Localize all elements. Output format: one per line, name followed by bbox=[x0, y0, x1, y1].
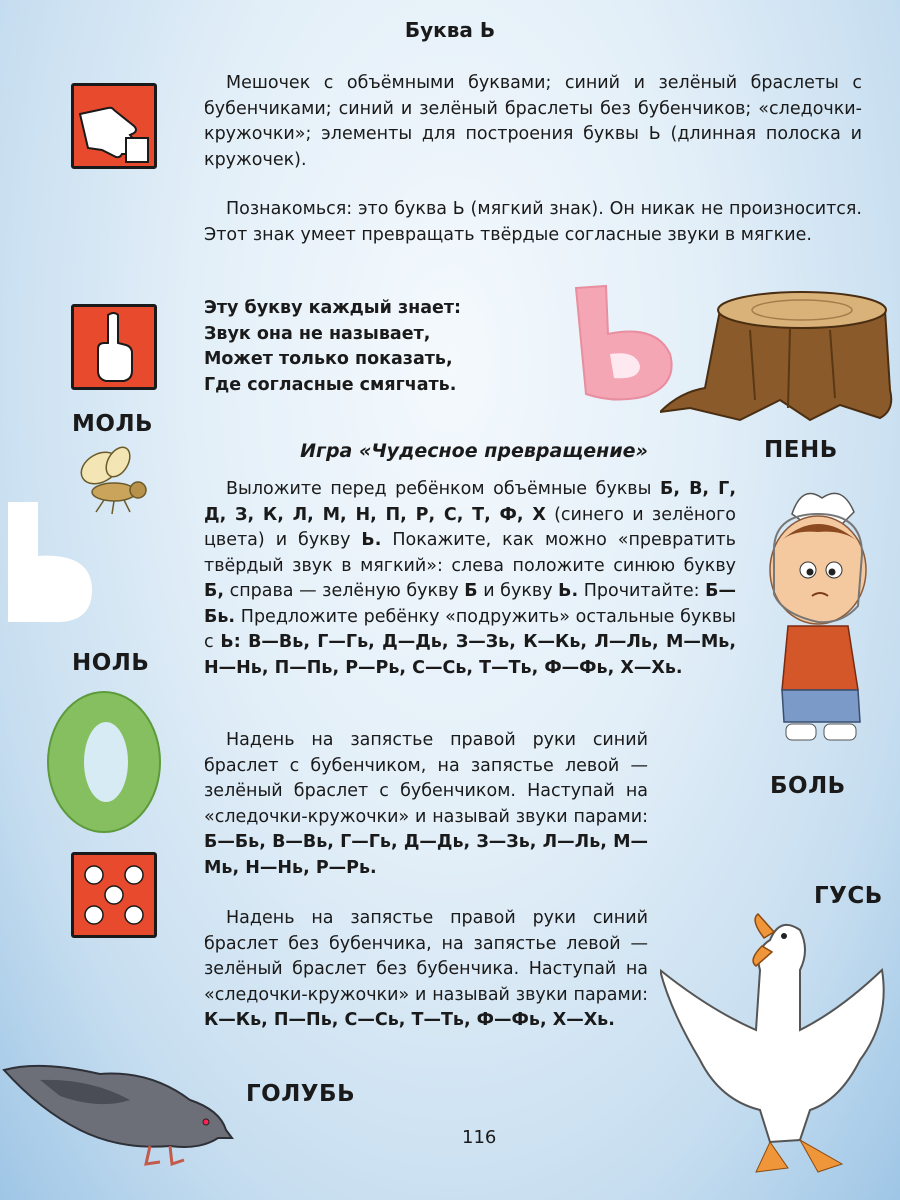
poem bbox=[204, 296, 544, 398]
poem-line: Может только показать, bbox=[204, 349, 453, 369]
word-golub: ГОЛУБЬ bbox=[246, 1081, 356, 1107]
task2-paragraph: Надень на запястье правой руки синий браслет без бубенчика, на запястье левой — зелёный браслет без бубенчика. Наступай на «следочки-кружочки» и называй звуки парами: К—Кь, П—Пь, С—Сь, Т—Ть, Ф—Фь, Х—Хь. bbox=[204, 908, 648, 1030]
materials-paragraph: Мешочек с объёмными буквами; синий и зелёный браслеты с бубенчиками; синий и зелёный браслеты без бубенчиков; «следочки-кружочки»; элементы для построения буквы Ь (длинная полоска и кружочек). bbox=[204, 73, 862, 170]
game-title: Игра «Чудесное превращение» bbox=[300, 440, 648, 462]
page-title: Буква Ь bbox=[404, 18, 496, 42]
word-pen: ПЕНЬ bbox=[764, 437, 838, 463]
word-mol: МОЛЬ bbox=[72, 411, 154, 437]
pigeon-illustration bbox=[0, 1030, 240, 1174]
word-gus: ГУСЬ bbox=[814, 883, 883, 909]
poem-line: Звук она не называет, bbox=[204, 323, 431, 344]
goose-illustration bbox=[660, 910, 900, 1184]
task1-paragraph: Надень на запястье правой руки синий браслет с бубенчиком, на запястье левой — зелёный браслет с бубенчиком. Наступай на «следочки-кружочки» и называй звуки парами: Б—Бь, В—Вь, Г—Гь, Д—Дь, З—Зь, Л—Ль, М—Мь, Н—Нь, Р—Рь. bbox=[204, 730, 648, 878]
game-paragraph: Выложите перед ребёнком объёмные буквы Б, В, Г, Д, З, К, Л, М, Н, П, Р, С, Т, Ф, Х (синего и зелёного цвета) и букву Ь. Покажите, как можно «превратить твёрдый звук в мягкий»: слева положите синюю букву Б, справа — зелёную букву Б и букву Ь. Прочитайте: Б—Бь. Предложите ребёнку «подружить» остальные буквы с Ь: В—Вь, Г—Гь, Д—Дь, З—Зь, К—Кь, Л—Ль, М—Мь, Н—Нь, П—Пь, Р—Рь, С—Сь, Т—Ть, Ф—Фь, Х—Хь. bbox=[204, 479, 736, 678]
poem-line: Где согласные смягчать. bbox=[204, 374, 457, 395]
white-soft-sign bbox=[0, 498, 100, 632]
finger-icon bbox=[71, 304, 157, 390]
stump-illustration bbox=[660, 280, 900, 429]
hand-icon bbox=[71, 83, 157, 169]
boy-illustration bbox=[762, 484, 892, 760]
page-number: 116 bbox=[462, 1127, 497, 1148]
word-bol: БОЛЬ bbox=[770, 773, 846, 799]
poem-line: Эту букву каждый знает: bbox=[204, 298, 462, 318]
intro-paragraph: Познакомься: это буква Ь (мягкий знак). Он никак не произносится. Этот знак умеет превращать твёрдые согласные звуки в мягкие. bbox=[204, 199, 862, 245]
dice-five-icon bbox=[71, 852, 157, 938]
green-zero bbox=[44, 688, 164, 840]
word-nol: НОЛЬ bbox=[72, 650, 150, 676]
